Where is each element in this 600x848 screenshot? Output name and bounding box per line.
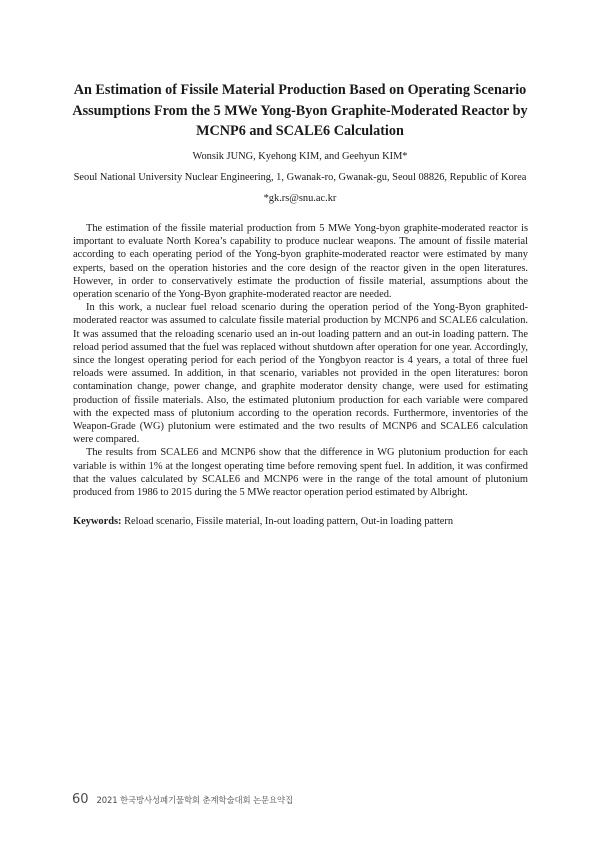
- keywords-text: Reload scenario, Fissile material, In-out loading pattern, Out-in loading pattern: [124, 516, 454, 527]
- abstract-paragraph: In this work, a nuclear fuel reload scenario during the operation period of the Yong-Byon graphited-moderated reactor was assumed to calculate fissile material production by MCNP6 and SCALE6 calculation. It was assumed that the reloading scenario used an in-out loading pattern and an out-in loading pattern. The reload period assumed that the fuel was replaced without shutdown after operation for one year. Accordingly, since the longest operating period for each period of the Yongbyon reactor is 4 years, a total of three fuel reloads were assumed. In addition, in that scenario, variables not provided in the open literatures: boron contamination change, power change, and graphite moderator density change, were used for estimating production of fissile materials. Also, the estimated plutonium production for each variable were compared with the expected mass of plutonium according to the operation records. Furthermore, inventories of the Weapon-Grade (WG) plutonium were estimated and the two results of MCNP6 and SCALE6 calculation were compared.: [73, 302, 528, 446]
- abstract-paragraph: The results from SCALE6 and MCNP6 show that the difference in WG plutonium production for each variable is within 1% at the longest operating time before removing spent fuel. In addition, it was confirmed that the values calculated by SCALE6 and MCNP6 were in the range of the total amount of plutonium produced from 1986 to 2015 during the 5 MWe reactor operation period estimated by Albright.: [73, 447, 528, 499]
- affiliation: Seoul National University Nuclear Engineering, 1, Gwanak-ro, Gwanak-gu, Seoul 08826, Republic of Korea: [73, 172, 527, 183]
- abstract-body: [73, 222, 528, 499]
- page-number: 60: [72, 792, 89, 807]
- abstract-paragraph: The estimation of the fissile material production from 5 MWe Yong-byon graphite-moderated reactor is important to evaluate North Korea’s capability to produce nuclear weapons. The amount of fissile material according to each operating period of the Yong-byon graphite-moderated reactor were estimated by many experts, based on the operation histories and the core design of the reactor given in the open literatures. However, in order to conservatively estimate the production of fissile material, assumptions about the operation scenario of the Yong-Byon graphite-moderated reactor are needed.: [73, 223, 528, 301]
- author-list: Wonsik JUNG, Kyehong KIM, and Geehyun KIM*: [192, 151, 408, 162]
- corresponding-email: *gk.rs@snu.ac.kr: [263, 193, 337, 204]
- keywords-label: Keywords:: [73, 516, 122, 527]
- paper-title: An Estimation of Fissile Material Production Based on Operating Scenario Assumptions From the 5 MWe Yong-Byon Graphite-Moderated Reactor by MCNP6 and SCALE6 Calculation: [72, 82, 528, 139]
- journal-title: 2021 한국방사성폐기물학회 춘계학술대회 논문요약집: [96, 795, 293, 805]
- keywords-line: [73, 515, 528, 528]
- page-footer: [72, 792, 293, 812]
